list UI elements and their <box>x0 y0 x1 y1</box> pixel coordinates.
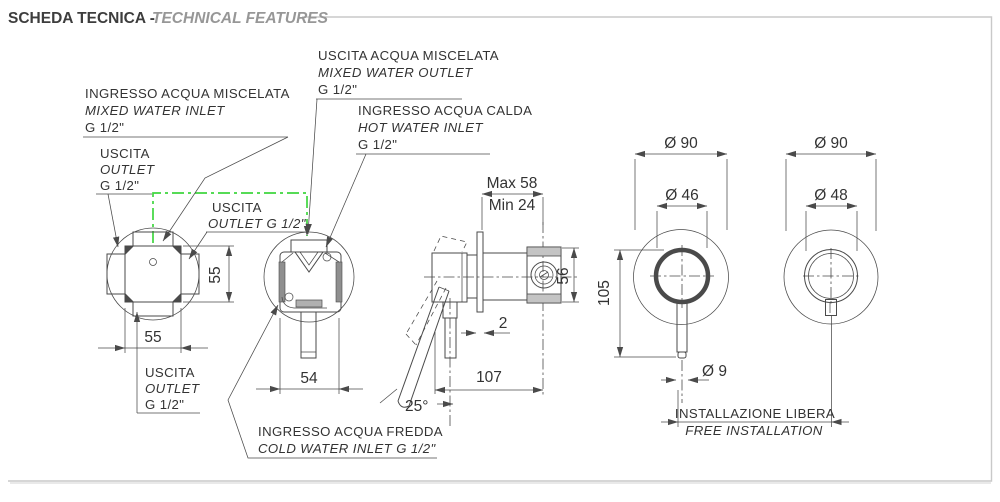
callout-text: USCITA <box>145 365 195 380</box>
dim-diverter-height: 55 <box>207 266 224 284</box>
callout-text: HOT WATER INLET <box>358 120 483 135</box>
dimension-lever-rod-diameter <box>661 363 727 380</box>
dim-plate-diameter-left: Ø 90 <box>664 135 698 152</box>
callout-cold-water-inlet <box>228 305 443 458</box>
dim-plate-diameter-right: Ø 90 <box>814 135 848 152</box>
dimension-diverter-width <box>98 308 208 353</box>
dim-handle-drop: 105 <box>596 280 613 306</box>
callout-text: OUTLET G 1/2" <box>208 216 306 231</box>
dimension-plate-thickness <box>461 315 510 333</box>
callout-text: FREE INSTALLATION <box>685 423 823 438</box>
dimension-depth <box>482 175 543 230</box>
callout-text: COLD WATER INLET G 1/2" <box>258 441 436 456</box>
callout-text: INSTALLAZIONE LIBERA <box>674 406 836 421</box>
dim-plate-thickness: 2 <box>498 315 508 332</box>
callout-text: INGRESSO ACQUA FREDDA <box>258 424 444 439</box>
dim-lever-rod-diameter: Ø 9 <box>702 363 727 380</box>
dim-mixer-width: 54 <box>300 370 318 387</box>
dimension-handle-drop <box>596 250 676 357</box>
header <box>8 10 329 27</box>
dimension-trim-ring-diameter <box>657 187 707 248</box>
dimension-plate-diameter-right <box>786 135 876 231</box>
dimension-mixer-width <box>256 318 363 394</box>
screw-hole-icon <box>285 293 293 301</box>
callout-text: G 1/2" <box>358 137 398 152</box>
dim-depth-max: Max 58 <box>486 175 538 192</box>
trim-lever-front-view <box>596 135 729 403</box>
callout-text: INGRESSO ACQUA MISCELATA <box>85 86 290 101</box>
callout-text: MIXED WATER INLET <box>85 103 225 118</box>
callout-text: G 1/2" <box>145 397 185 412</box>
page-title-en: TECHNICAL FEATURES <box>152 10 328 27</box>
callout-free-installation <box>661 390 849 438</box>
dim-trim-ring-diameter: Ø 46 <box>665 187 699 204</box>
callout-outlet-middle <box>189 200 307 259</box>
dimension-overall-length <box>435 332 543 394</box>
callout-text: G 1/2" <box>100 178 140 193</box>
callout-text: G 1/2" <box>85 120 125 135</box>
lever-handle <box>398 287 449 407</box>
dim-body-height: 56 <box>555 267 572 285</box>
dim-depth-min: Min 24 <box>488 197 536 214</box>
callout-text: OUTLET <box>100 162 155 177</box>
dimension-handle-angle <box>380 389 453 415</box>
lever-handle-dashed <box>406 281 446 345</box>
callout-outlet-bottom <box>137 312 200 413</box>
trim-plain-front-view <box>784 135 878 427</box>
callout-text: USCITA <box>100 146 150 161</box>
diverter-front-view <box>98 228 234 353</box>
callout-text: USCITA <box>212 200 262 215</box>
dimension-trim-collar-diameter <box>806 187 857 251</box>
mixer-side-view <box>380 175 580 428</box>
dim-trim-collar-diameter: Ø 48 <box>814 187 848 204</box>
page-title-it: SCHEDA TECNICA - <box>8 10 155 27</box>
wall-plate <box>477 232 483 312</box>
lever-rod <box>677 303 687 352</box>
dimension-plate-diameter-left <box>635 135 727 230</box>
callout-text: INGRESSO ACQUA CALDA <box>358 103 533 118</box>
dim-diverter-width: 55 <box>144 329 162 346</box>
callout-text: USCITA ACQUA MISCELATA <box>318 48 500 63</box>
callout-text: MIXED WATER OUTLET <box>318 65 473 80</box>
screw-hole-icon <box>150 259 157 266</box>
callout-mixed-water-outlet <box>308 48 499 234</box>
callout-text: G 1/2" <box>318 82 358 97</box>
dim-handle-angle: 25° <box>405 398 429 415</box>
dim-overall-length: 107 <box>476 369 502 386</box>
mixer-valve-front-view <box>256 232 363 394</box>
callout-text: OUTLET <box>145 381 200 396</box>
handle-raised-outline <box>434 236 467 252</box>
